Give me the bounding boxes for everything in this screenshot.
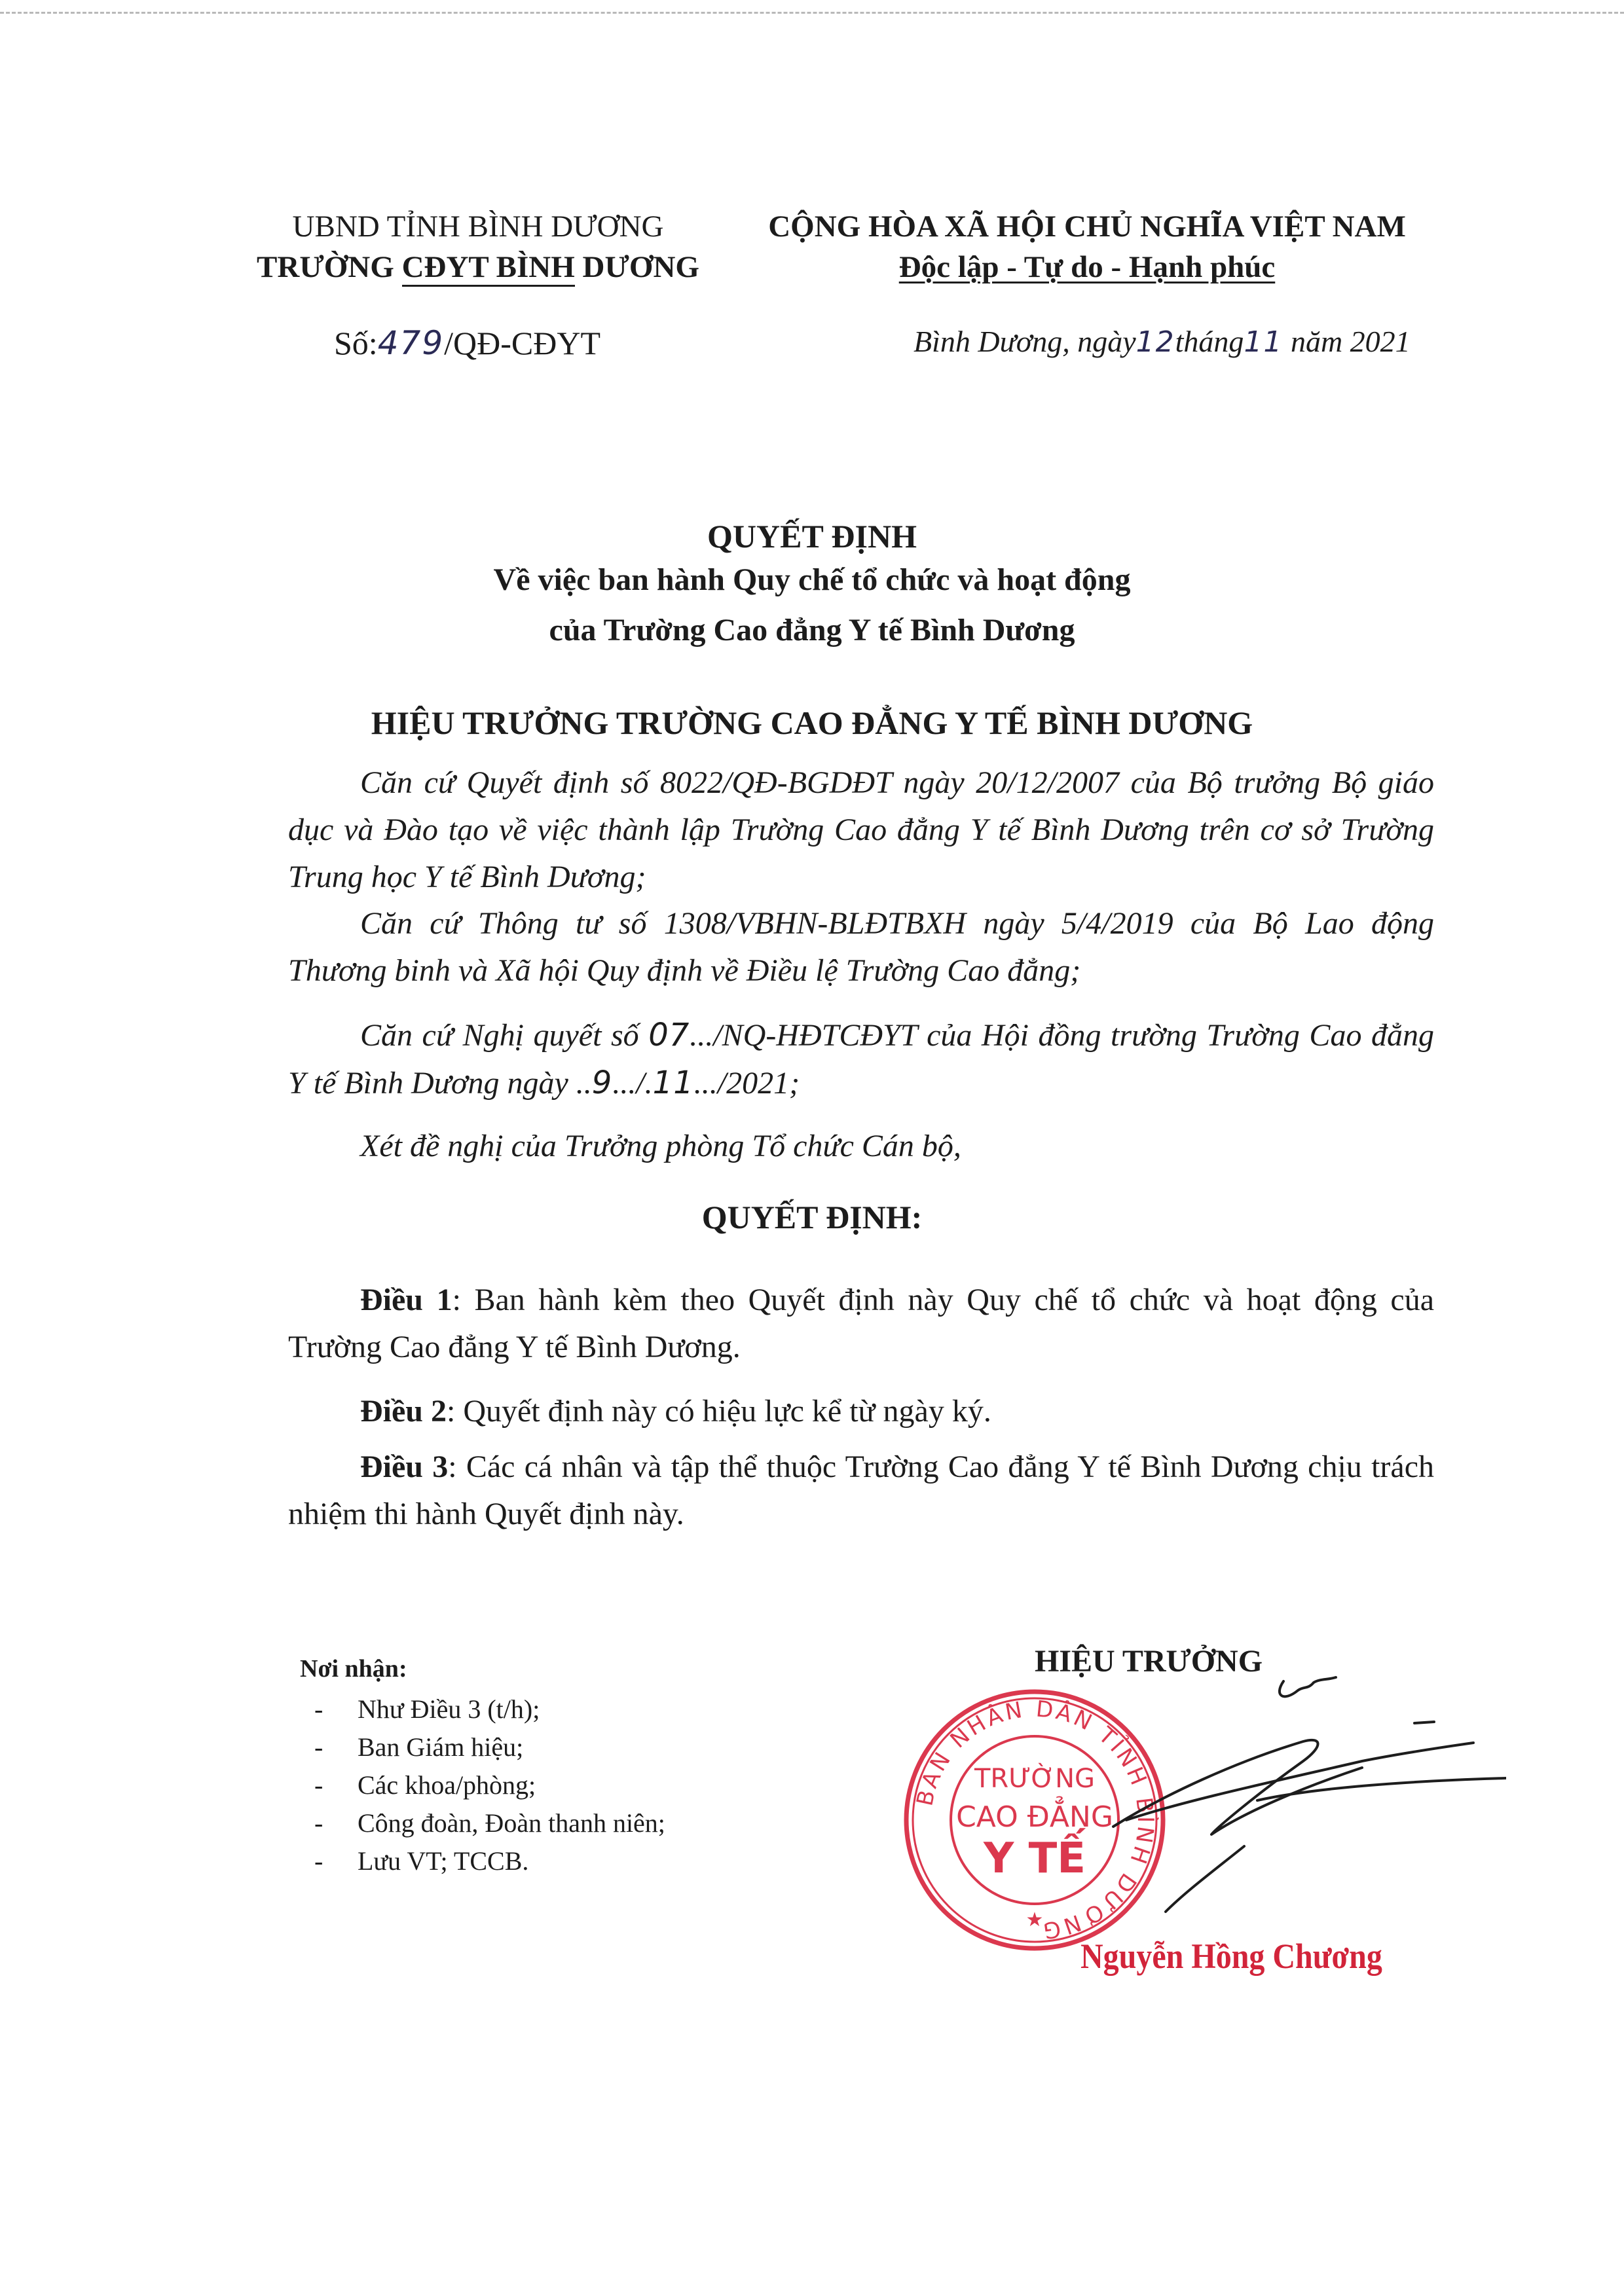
document-type: QUYẾT ĐỊNH	[707, 518, 917, 555]
signer-title: HIỆU TRƯỞNG	[1035, 1644, 1263, 1679]
recipients-title: Nơi nhận:	[300, 1655, 407, 1683]
recipient-item: - Công đoàn, Đoàn thanh niên;	[300, 1804, 665, 1842]
stamp-line-1: TRƯỜNG	[974, 1764, 1095, 1794]
stamp-line-2: CAO ĐẲNG	[956, 1800, 1113, 1834]
agency-parent: UBND TỈNH BÌNH DƯƠNG	[292, 210, 664, 244]
national-title	[727, 206, 1447, 287]
agency-name: TRƯỜNG CĐYT BÌNH DƯƠNG	[223, 247, 733, 287]
national-motto: Độc lập - Tự do - Hạnh phúc	[898, 250, 1276, 284]
article-1: Điều 1: Ban hành kèm theo Quyết định này Quy chế tổ chức và hoạt động của Trường Cao đẳng Y tế Bình Dương.	[288, 1283, 1435, 1364]
legal-basis-4: Xét đề nghị của Trưởng phòng Tổ chức Cán bộ,	[360, 1129, 961, 1163]
document-subject-line2: của Trường Cao đẳng Y tế Bình Dương	[549, 613, 1075, 647]
decision-heading: QUYẾT ĐỊNH:	[701, 1199, 923, 1235]
document-subject-line1: Về việc ban hành Quy chế tổ chức và hoạt động	[493, 562, 1131, 597]
legal-basis-1: Căn cứ Quyết định số 8022/QĐ-BGDĐT ngày 20/12/2007 của Bộ trưởng Bộ giáo dục và Đào tạo về việc thành lập Trường Cao đẳng Y tế Bình Dương trên cơ sở Trường Trung học Y tế Bình Dương;	[288, 765, 1434, 894]
svg-text:★: ★	[1025, 1908, 1044, 1931]
recipient-item: - Lưu VT; TCCB.	[300, 1842, 665, 1880]
handwritten-day: 12	[1135, 325, 1175, 359]
issue-date: Bình Dương, ngày12tháng11 năm 2021	[913, 325, 1411, 359]
handwritten-number: 479	[377, 324, 445, 362]
scan-edge-line	[0, 12, 1624, 14]
handwritten-signature	[1087, 1663, 1506, 1938]
stamp-line-3: Y TẾ	[984, 1834, 1086, 1883]
document-number: Số:479/QĐ-CĐYT	[334, 324, 601, 362]
country-name: CỘNG HÒA XÃ HỘI CHỦ NGHĨA VIỆT NAM	[768, 210, 1406, 244]
legal-basis-3: Căn cứ Nghị quyết số 07.../NQ-HĐTCĐYT của Hội đồng trường Trường Cao đẳng Y tế Bình Dương ngày ..9.../.11.../2021;	[288, 1017, 1434, 1101]
issuing-agency	[223, 206, 733, 287]
recipient-item: - Ban Giám hiệu;	[300, 1728, 665, 1766]
handwritten-month: 11	[1244, 325, 1283, 359]
stamp-ring-text: BAN NHÂN DÂN TỈNH BÌNH DƯƠNG	[912, 1696, 1159, 1944]
recipient-item: - Các khoa/phòng;	[300, 1766, 665, 1804]
recipients-list	[300, 1690, 665, 1880]
issuing-authority: HIỆU TRƯỞNG TRƯỜNG CAO ĐẲNG Y TẾ BÌNH DƯƠNG	[371, 704, 1253, 741]
recipient-item: - Như Điều 3 (t/h);	[300, 1690, 665, 1728]
legal-basis-2: Căn cứ Thông tư số 1308/VBHN-BLĐTBXH ngày 5/4/2019 của Bộ Lao động Thương binh và Xã hội Quy định về Điều lệ Trường Cao đẳng;	[288, 906, 1434, 988]
recipients-block	[300, 1650, 665, 1880]
article-2: Điều 2: Quyết định này có hiệu lực kể từ ngày ký.	[360, 1394, 991, 1429]
article-3: Điều 3: Các cá nhân và tập thể thuộc Trường Cao đẳng Y tế Bình Dương chịu trách nhiệm thi hành Quyết định này.	[288, 1449, 1434, 1531]
signer-name: Nguyễn Hồng Chương	[1080, 1937, 1382, 1977]
